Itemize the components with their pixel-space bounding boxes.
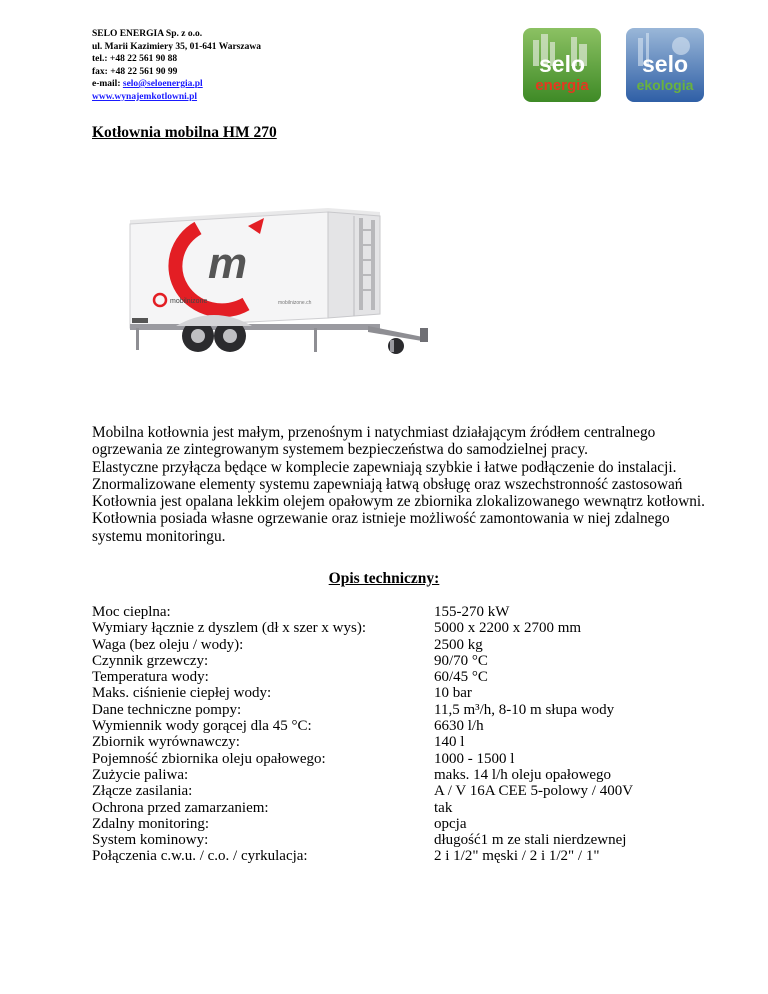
svg-text:m: m xyxy=(208,239,248,288)
spec-row xyxy=(92,685,692,701)
spec-label: Zbiornik wyrównawczy: xyxy=(92,734,240,751)
description-paragraph: Mobilna kotłownia jest małym, przenośnym i natychmiast działającym źródłem centralnego ogrzewania ze zintegrowanym systemem bezpieczeństwa do samodzielnej pracy. xyxy=(92,424,656,459)
trailer-image xyxy=(128,200,448,365)
spec-row xyxy=(92,816,692,832)
spec-value: 90/70 °C xyxy=(434,652,488,669)
spec-value: długość1 m ze stali nierdzewnej xyxy=(434,832,627,849)
spec-row xyxy=(92,718,692,734)
spec-row xyxy=(92,637,692,653)
spec-label: Zdalny monitoring: xyxy=(92,815,210,832)
selo-energia-logo xyxy=(523,28,601,102)
spec-row xyxy=(92,783,692,799)
spec-row xyxy=(92,620,692,636)
company-fax: fax: +48 22 561 90 99 xyxy=(92,66,178,77)
company-header xyxy=(92,28,261,103)
spec-row xyxy=(92,604,692,620)
spec-value: 1000 - 1500 l xyxy=(434,750,515,767)
trailer-brand-text: mobilnizone xyxy=(170,298,208,305)
spec-value: 2 i 1/2" męski / 2 i 1/2" / 1" xyxy=(434,848,600,865)
spec-row xyxy=(92,751,692,767)
spec-value: 155-270 kW xyxy=(434,604,510,620)
spec-row xyxy=(92,848,692,864)
spec-value: 11,5 m³/h, 8-10 m słupa wody xyxy=(434,701,615,718)
spec-label: Złącze zasilania: xyxy=(92,783,193,800)
spec-value: tak xyxy=(434,799,453,816)
description-paragraph: Znormalizowane elementy systemu zapewniają łatwą obsługę oraz wszechstronność zastosowań xyxy=(92,475,683,493)
spec-label: Pojemność zbiornika oleju opałowego: xyxy=(92,750,326,767)
spec-label: Moc cieplna: xyxy=(92,604,171,620)
document-title: Kotłownia mobilna HM 270 xyxy=(92,124,277,141)
selo-ekologia-logo xyxy=(626,28,704,102)
spec-table xyxy=(92,604,692,865)
spec-value: 140 l xyxy=(434,734,465,751)
description-paragraph: Elastyczne przyłącza będące w komplecie zapewniają szybkie i łatwe podłączenie do instalacji. xyxy=(92,458,677,476)
spec-row xyxy=(92,734,692,750)
spec-value: 6630 l/h xyxy=(434,718,484,735)
email-label: e-mail: xyxy=(92,79,123,89)
spec-label: Dane techniczne pompy: xyxy=(92,701,242,718)
description-paragraph: Kotłownia posiada własne ogrzewanie oraz istnieje możliwość zamontowania w niej zdalnego systemu monitoringu. xyxy=(92,510,670,545)
spec-label: Waga (bez oleju / wody): xyxy=(92,636,244,653)
spec-value: 10 bar xyxy=(434,685,472,702)
logo2-top-text: selo xyxy=(641,51,689,77)
description xyxy=(92,424,712,545)
spec-row xyxy=(92,832,692,848)
trailer-url-text: mobilnizone.ch xyxy=(278,300,312,306)
spec-value: maks. 14 l/h oleju opałowego xyxy=(434,766,612,783)
spec-value: 60/45 °C xyxy=(434,669,488,686)
logo2-bottom-text: ekologia xyxy=(636,77,694,93)
logo1-bottom-text: energia xyxy=(535,77,589,94)
company-address: ul. Marii Kazimiery 35, 01-641 Warszawa xyxy=(92,41,261,52)
website-link[interactable]: www.wynajemkotlowni.pl xyxy=(92,91,198,102)
spec-label: Czynnik grzewczy: xyxy=(92,652,209,669)
logo1-top-text: selo xyxy=(538,51,586,77)
spec-value: 2500 kg xyxy=(434,636,483,653)
spec-label: Maks. ciśnienie ciepłej wody: xyxy=(92,685,272,702)
spec-label: Zużycie paliwa: xyxy=(92,766,189,783)
company-email-line xyxy=(92,78,261,91)
spec-value: 5000 x 2200 x 2700 mm xyxy=(434,620,582,637)
spec-row xyxy=(92,669,692,685)
spec-row xyxy=(92,800,692,816)
spec-label: Połączenia c.w.u. / c.o. / cyrkulacja: xyxy=(92,848,308,865)
spec-value: A / V 16A CEE 5-polowy / 400V xyxy=(434,783,634,800)
spec-label: Temperatura wody: xyxy=(92,669,209,686)
company-name: SELO ENERGIA Sp. z o.o. xyxy=(92,29,203,39)
spec-label: Wymiennik wody gorącej dla 45 °C: xyxy=(92,718,312,735)
spec-label: Ochrona przed zamarzaniem: xyxy=(92,799,269,816)
spec-row xyxy=(92,653,692,669)
email-link[interactable]: selo@seloenergia.pl xyxy=(122,79,203,89)
spec-row xyxy=(92,767,692,783)
spec-value: opcja xyxy=(434,815,467,832)
company-phone: tel.: +48 22 561 90 88 xyxy=(92,54,178,64)
spec-heading: Opis techniczny: xyxy=(328,570,440,587)
spec-row xyxy=(92,702,692,718)
spec-label: Wymiary łącznie z dyszlem (dł x szer x wys): xyxy=(92,620,366,637)
description-paragraph: Kotłownia jest opalana lekkim olejem opałowym ze zbiornika zlokalizowanego wewnątrz kotłowni. xyxy=(92,493,705,511)
spec-label: System kominowy: xyxy=(92,832,209,849)
